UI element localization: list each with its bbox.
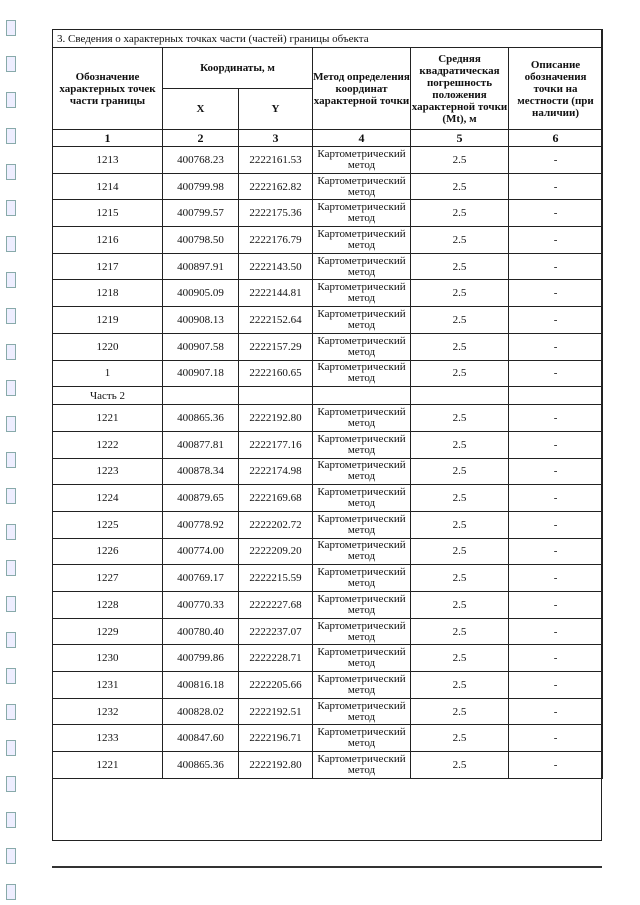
binding-hole [6, 632, 16, 648]
error-mt: 2.5 [411, 227, 509, 254]
coord-x: 400878.34 [163, 458, 239, 485]
point-id: 1223 [53, 458, 163, 485]
coord-y: 2222192.80 [239, 752, 313, 779]
point-id: 1233 [53, 725, 163, 752]
description: - [509, 672, 603, 699]
error-mt: 2.5 [411, 752, 509, 779]
error-mt: 2.5 [411, 173, 509, 200]
coord-x: 400816.18 [163, 672, 239, 699]
coord-x: 400780.40 [163, 618, 239, 645]
table-row [53, 752, 603, 779]
empty-cell [239, 387, 313, 405]
method: Картометрический метод [313, 645, 411, 672]
binding-hole [6, 848, 16, 864]
method: Картометрический метод [313, 618, 411, 645]
method: Картометрический метод [313, 307, 411, 334]
col-number: 6 [509, 130, 603, 147]
binding-hole [6, 776, 16, 792]
error-mt: 2.5 [411, 253, 509, 280]
coord-y: 2222143.50 [239, 253, 313, 280]
error-mt: 2.5 [411, 360, 509, 387]
point-id: 1222 [53, 431, 163, 458]
error-mt: 2.5 [411, 307, 509, 334]
description: - [509, 173, 603, 200]
error-mt: 2.5 [411, 147, 509, 174]
point-id: 1225 [53, 511, 163, 538]
point-id: 1221 [53, 752, 163, 779]
section-title: 3. Сведения о характерных точках части (частей) границы объекта [53, 30, 603, 48]
coord-x: 400798.50 [163, 227, 239, 254]
empty-cell [313, 387, 411, 405]
error-mt: 2.5 [411, 698, 509, 725]
method: Картометрический метод [313, 511, 411, 538]
error-mt: 2.5 [411, 538, 509, 565]
coord-y: 2222227.68 [239, 592, 313, 619]
binding-hole [6, 596, 16, 612]
point-id: 1228 [53, 592, 163, 619]
description: - [509, 565, 603, 592]
method: Картометрический метод [313, 147, 411, 174]
coord-x: 400908.13 [163, 307, 239, 334]
description: - [509, 725, 603, 752]
method: Картометрический метод [313, 333, 411, 360]
table-row [53, 431, 603, 458]
coord-x: 400907.58 [163, 333, 239, 360]
error-mt: 2.5 [411, 511, 509, 538]
binding-hole [6, 308, 16, 324]
table-row [53, 511, 603, 538]
binding-holes [6, 20, 18, 900]
header-coordinates: Координаты, м [163, 48, 313, 89]
method: Картометрический метод [313, 698, 411, 725]
point-id: 1214 [53, 173, 163, 200]
binding-hole [6, 380, 16, 396]
binding-hole [6, 164, 16, 180]
method: Картометрический метод [313, 725, 411, 752]
method: Картометрический метод [313, 592, 411, 619]
description: - [509, 200, 603, 227]
table-row [53, 200, 603, 227]
table-row [53, 592, 603, 619]
binding-hole [6, 344, 16, 360]
point-id: 1216 [53, 227, 163, 254]
binding-hole [6, 488, 16, 504]
coord-y: 2222215.59 [239, 565, 313, 592]
description: - [509, 431, 603, 458]
coord-x: 400879.65 [163, 485, 239, 512]
binding-hole [6, 560, 16, 576]
coord-x: 400828.02 [163, 698, 239, 725]
col-number: 1 [53, 130, 163, 147]
description: - [509, 458, 603, 485]
coord-y: 2222205.66 [239, 672, 313, 699]
coord-x: 400897.91 [163, 253, 239, 280]
header-y: Y [239, 89, 313, 130]
description: - [509, 253, 603, 280]
part-label-row [53, 387, 603, 405]
coord-y: 2222202.72 [239, 511, 313, 538]
header-error: Средняя квадратическая погрешность положения характерной точки (Mt), м [411, 48, 509, 130]
point-id: 1217 [53, 253, 163, 280]
table-row [53, 698, 603, 725]
point-id: 1229 [53, 618, 163, 645]
description: - [509, 333, 603, 360]
coord-y: 2222176.79 [239, 227, 313, 254]
method: Картометрический метод [313, 752, 411, 779]
point-id: 1221 [53, 405, 163, 432]
coord-y: 2222177.16 [239, 431, 313, 458]
coord-x: 400768.23 [163, 147, 239, 174]
coord-x: 400799.57 [163, 200, 239, 227]
table-row [53, 458, 603, 485]
point-id: 1232 [53, 698, 163, 725]
col-number: 5 [411, 130, 509, 147]
method: Картометрический метод [313, 173, 411, 200]
table-row [53, 280, 603, 307]
coord-y: 2222192.51 [239, 698, 313, 725]
point-id: 1215 [53, 200, 163, 227]
table-row [53, 645, 603, 672]
point-id: 1218 [53, 280, 163, 307]
table-row [53, 360, 603, 387]
description: - [509, 307, 603, 334]
error-mt: 2.5 [411, 431, 509, 458]
error-mt: 2.5 [411, 485, 509, 512]
binding-hole [6, 20, 16, 36]
error-mt: 2.5 [411, 405, 509, 432]
error-mt: 2.5 [411, 333, 509, 360]
binding-hole [6, 704, 16, 720]
description: - [509, 511, 603, 538]
coord-x: 400774.00 [163, 538, 239, 565]
coord-y: 2222152.64 [239, 307, 313, 334]
point-id: 1231 [53, 672, 163, 699]
method: Картометрический метод [313, 538, 411, 565]
description: - [509, 538, 603, 565]
part-label: Часть 2 [53, 387, 163, 405]
coord-x: 400770.33 [163, 592, 239, 619]
binding-hole [6, 452, 16, 468]
binding-hole [6, 272, 16, 288]
description: - [509, 227, 603, 254]
table-row [53, 672, 603, 699]
coord-x: 400877.81 [163, 431, 239, 458]
binding-hole [6, 236, 16, 252]
table-row [53, 538, 603, 565]
col-number: 2 [163, 130, 239, 147]
table-row [53, 333, 603, 360]
point-id: 1224 [53, 485, 163, 512]
header-x: X [163, 89, 239, 130]
table-row [53, 173, 603, 200]
header-description: Описание обозначения точки на местности (при наличии) [509, 48, 603, 130]
description: - [509, 280, 603, 307]
error-mt: 2.5 [411, 592, 509, 619]
method: Картометрический метод [313, 360, 411, 387]
table-row [53, 565, 603, 592]
point-id: 1226 [53, 538, 163, 565]
point-id: 1227 [53, 565, 163, 592]
method: Картометрический метод [313, 200, 411, 227]
description: - [509, 618, 603, 645]
coord-x: 400778.92 [163, 511, 239, 538]
table-row [53, 725, 603, 752]
binding-hole [6, 56, 16, 72]
binding-hole [6, 524, 16, 540]
coord-x: 400865.36 [163, 752, 239, 779]
description: - [509, 645, 603, 672]
coord-y: 2222196.71 [239, 725, 313, 752]
table-row [53, 485, 603, 512]
coord-y: 2222228.71 [239, 645, 313, 672]
method: Картометрический метод [313, 458, 411, 485]
coord-y: 2222144.81 [239, 280, 313, 307]
description: - [509, 360, 603, 387]
method: Картометрический метод [313, 485, 411, 512]
error-mt: 2.5 [411, 618, 509, 645]
boundary-points-table [52, 29, 603, 779]
table-row [53, 147, 603, 174]
coord-y: 2222162.82 [239, 173, 313, 200]
description: - [509, 592, 603, 619]
table-row [53, 253, 603, 280]
point-id: 1213 [53, 147, 163, 174]
error-mt: 2.5 [411, 672, 509, 699]
error-mt: 2.5 [411, 565, 509, 592]
table-row [53, 227, 603, 254]
method: Картометрический метод [313, 565, 411, 592]
footer-rule [52, 866, 602, 868]
coord-y: 2222237.07 [239, 618, 313, 645]
coord-x: 400905.09 [163, 280, 239, 307]
error-mt: 2.5 [411, 645, 509, 672]
coord-y: 2222209.20 [239, 538, 313, 565]
point-id: 1230 [53, 645, 163, 672]
empty-cell [509, 387, 603, 405]
header-method: Метод определения координат характерной точки [313, 48, 411, 130]
coord-y: 2222192.80 [239, 405, 313, 432]
coord-y: 2222175.36 [239, 200, 313, 227]
point-id: 1219 [53, 307, 163, 334]
method: Картометрический метод [313, 431, 411, 458]
table-row [53, 618, 603, 645]
empty-cell [163, 387, 239, 405]
coord-x: 400769.17 [163, 565, 239, 592]
description: - [509, 405, 603, 432]
coord-x: 400865.36 [163, 405, 239, 432]
header-designation: Обозначение характерных точек части границы [53, 48, 163, 130]
coord-y: 2222160.65 [239, 360, 313, 387]
coord-x: 400799.98 [163, 173, 239, 200]
method: Картометрический метод [313, 253, 411, 280]
point-id: 1220 [53, 333, 163, 360]
description: - [509, 147, 603, 174]
error-mt: 2.5 [411, 725, 509, 752]
error-mt: 2.5 [411, 458, 509, 485]
coord-x: 400907.18 [163, 360, 239, 387]
error-mt: 2.5 [411, 280, 509, 307]
method: Картометрический метод [313, 672, 411, 699]
binding-hole [6, 812, 16, 828]
point-id: 1 [53, 360, 163, 387]
table-row [53, 307, 603, 334]
col-number: 3 [239, 130, 313, 147]
coord-x: 400847.60 [163, 725, 239, 752]
coord-y: 2222174.98 [239, 458, 313, 485]
coord-y: 2222169.68 [239, 485, 313, 512]
binding-hole [6, 416, 16, 432]
binding-hole [6, 200, 16, 216]
coord-y: 2222157.29 [239, 333, 313, 360]
description: - [509, 485, 603, 512]
table-row [53, 405, 603, 432]
error-mt: 2.5 [411, 200, 509, 227]
method: Картометрический метод [313, 280, 411, 307]
col-number: 4 [313, 130, 411, 147]
method: Картометрический метод [313, 405, 411, 432]
description: - [509, 752, 603, 779]
binding-hole [6, 92, 16, 108]
binding-hole [6, 884, 16, 900]
description: - [509, 698, 603, 725]
binding-hole [6, 740, 16, 756]
coord-y: 2222161.53 [239, 147, 313, 174]
method: Картометрический метод [313, 227, 411, 254]
binding-hole [6, 668, 16, 684]
empty-cell [411, 387, 509, 405]
binding-hole [6, 128, 16, 144]
coord-x: 400799.86 [163, 645, 239, 672]
